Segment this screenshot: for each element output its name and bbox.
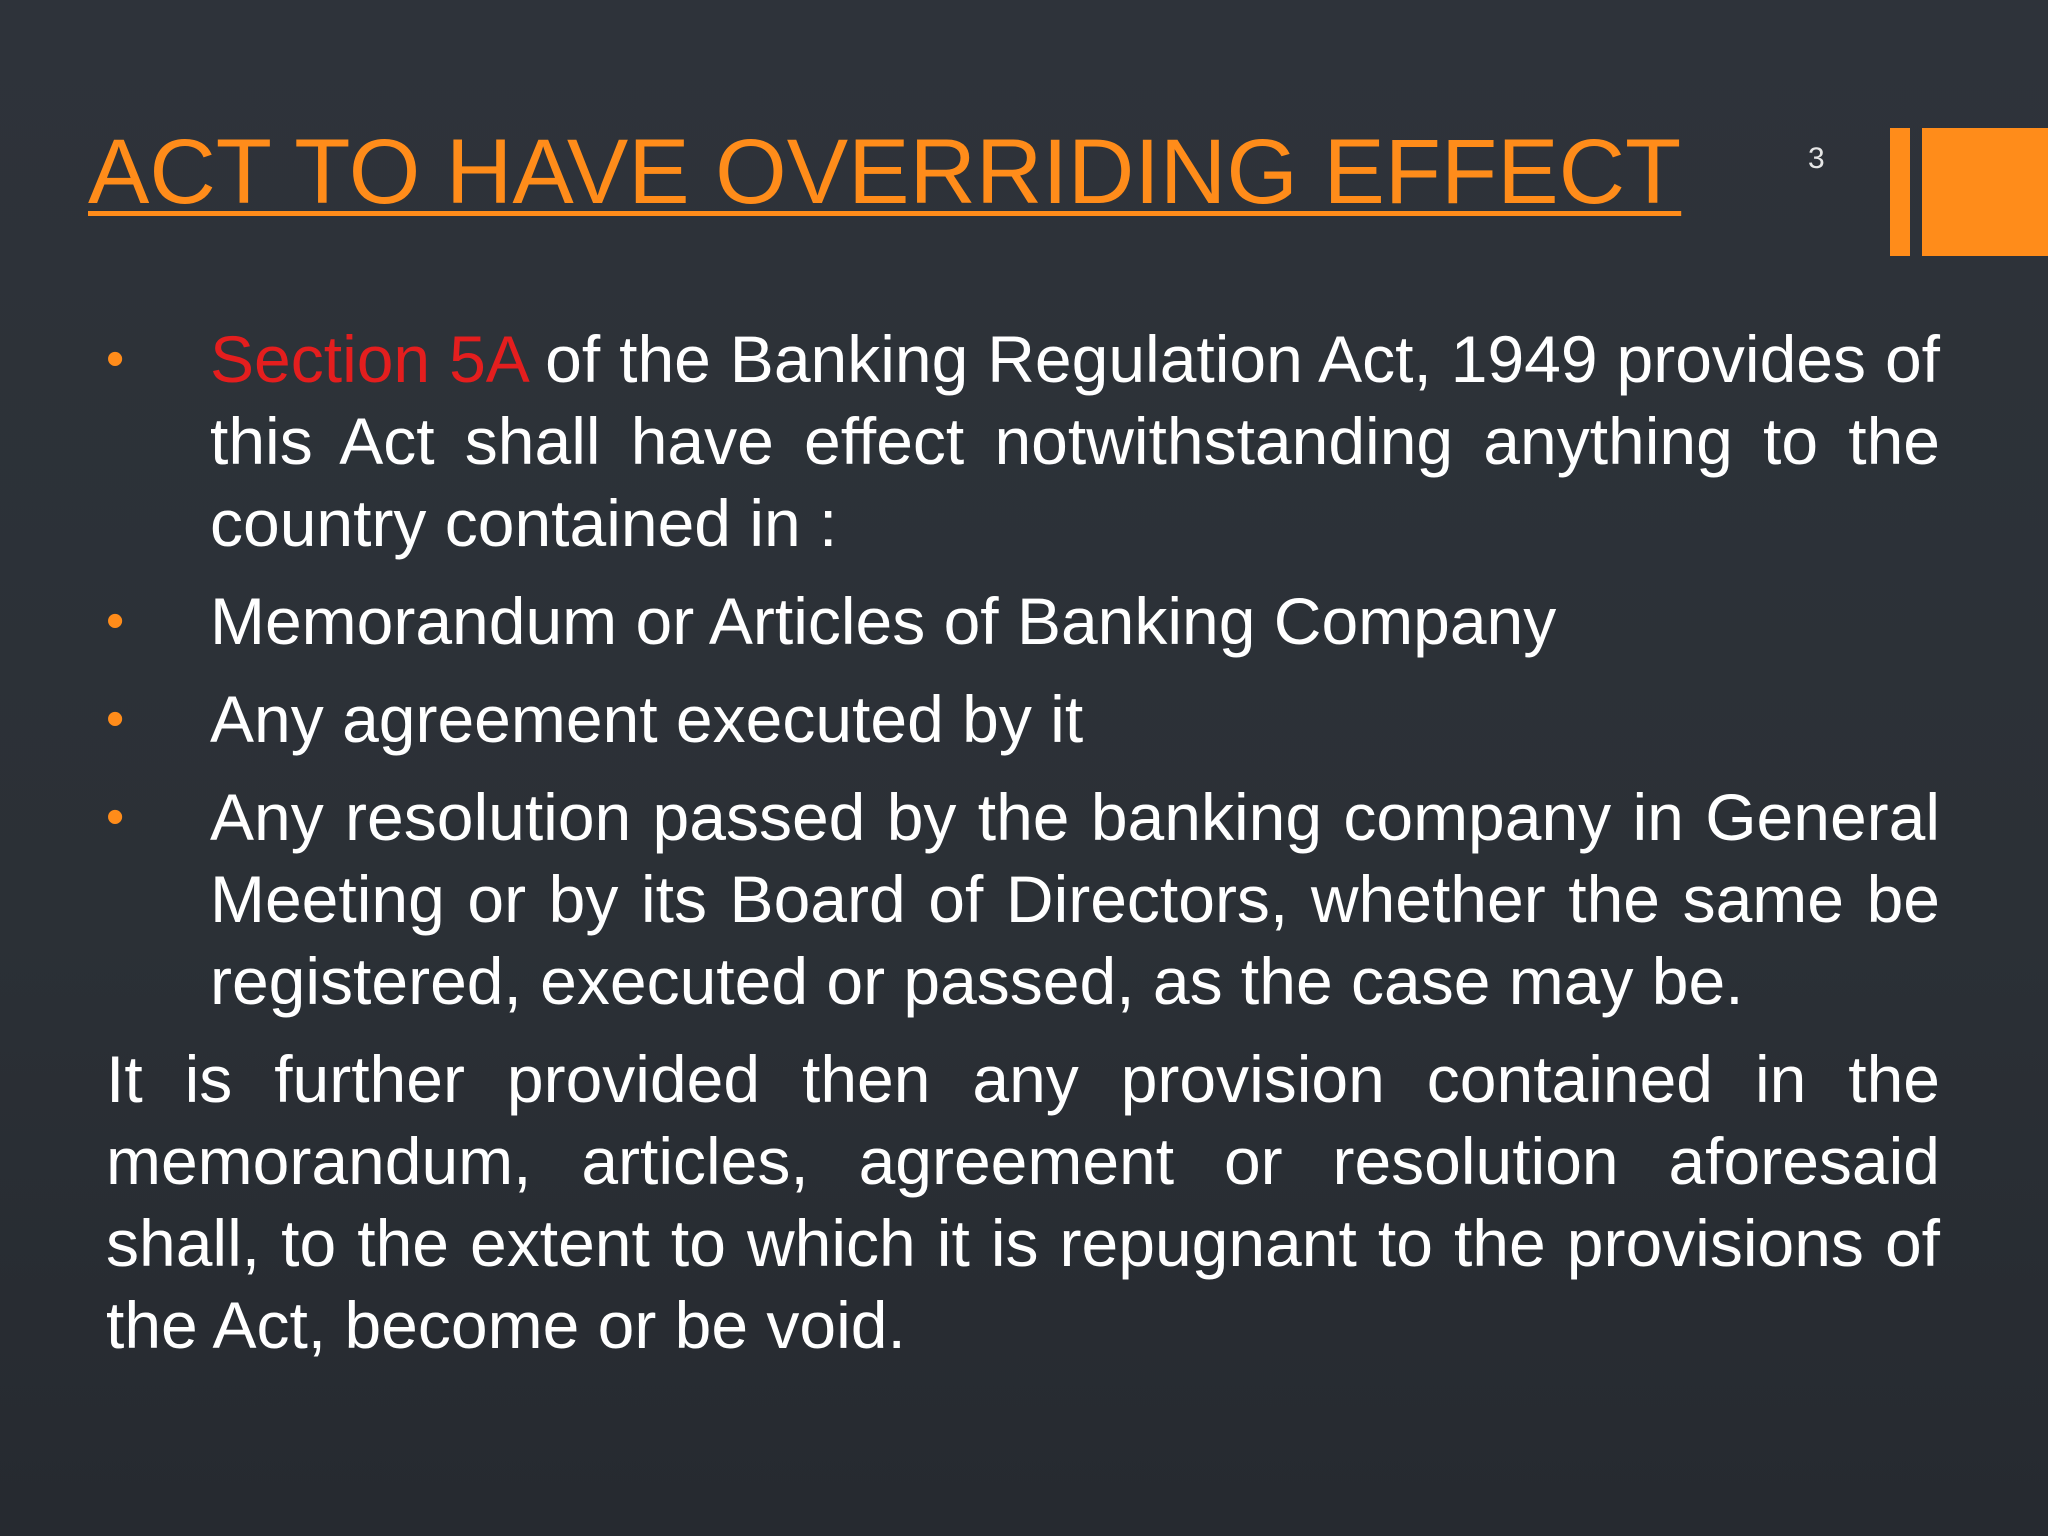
bullet-item (106, 580, 1940, 662)
slide-content (106, 318, 1940, 1366)
bullet-dot-icon: • (106, 330, 125, 388)
bullet-text: Memorandum or Articles of Banking Company (210, 584, 1557, 658)
bullet-text: of the Banking Regulation Act, 1949 provides of this Act shall have effect notwithstanding anything to the country contained in : (210, 322, 1940, 560)
closing-paragraph: It is further provided then any provision contained in the memorandum, articles, agreement or resolution aforesaid shall, to the extent to which it is repugnant to the provisions of the Act, become or be void. (106, 1042, 1940, 1362)
accent-block (1922, 128, 2048, 256)
slide-title: ACT TO HAVE OVERRIDING EFFECT (88, 121, 1682, 223)
bullet-item (106, 678, 1940, 760)
bullet-list (106, 318, 1940, 1022)
bullet-text: Any agreement executed by it (210, 682, 1084, 756)
bullet-item (106, 318, 1940, 564)
accent-bar (1890, 128, 1910, 256)
page-number: 3 (1808, 142, 1825, 175)
bullet-dot-icon: • (106, 788, 125, 846)
bullet-item (106, 776, 1940, 1022)
bullet-dot-icon: • (106, 690, 125, 748)
bullet-text: Any resolution passed by the banking company in General Meeting or by its Board of Directors, whether the same be registered, executed or passed, as the case may be. (210, 780, 1940, 1018)
section-reference: Section 5A (210, 322, 527, 396)
bullet-dot-icon: • (106, 592, 125, 650)
